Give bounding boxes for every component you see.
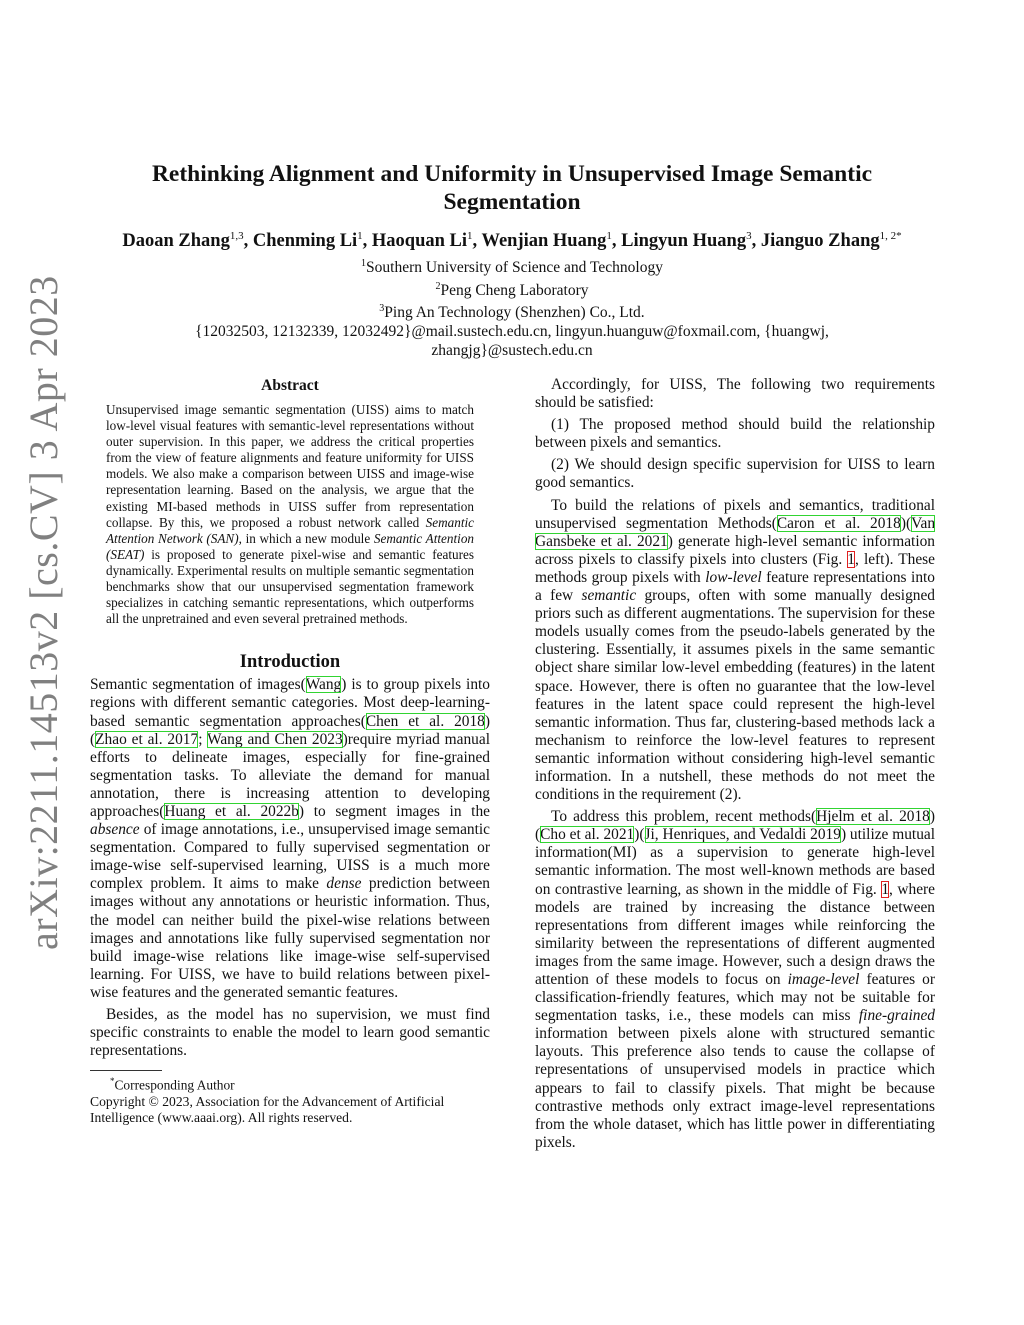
author: Haoquan Li$^1$, — [371, 230, 482, 252]
author: Lingyun Huang$^3$, — [621, 230, 761, 252]
requirement-1: (1) The proposed method should build the relationship between pixels and semantics. — [535, 416, 935, 452]
email-line: {12032503, 12132339, 12032492}@mail.sustech.edu.cn, lingyun.huanguw@foxmail.com, {huangwj, — [195, 323, 829, 341]
paragraph: Semantic segmentation of images(Wang) is to group pixels into regions with different semantic categories. Most deep-learning-based semantic segmentation approaches(Chen et al. 2018)(Zhao et al. 2017; Wang and Chen 2023)require myriad manual efforts to delineate images, especially for fine-grained segmentation tasks. To alleviate the demand for manual annotation, there is increasing attention to developing approaches(Huang et al. 2022b) to segment images in the absence of image annotations, i.e., unsupervised image semantic segmentation. Compared to fully supervised segmentation or image-wise self-supervised learning, UISS is a much more complex problem. It aims to make dense prediction between images without any annotations or heuristic information. Thus, the model can neither build the pixel-wise relations between images and annotations like fully supervised segmentation nor build image-wise relations like image-wise self-supervised learning. For UISS, we have to build relations between pixel-wise features and the generated semantic features. — [90, 676, 490, 1001]
introduction-heading: Introduction — [239, 652, 341, 673]
paper-header — [100, 160, 924, 360]
paper-title: Rethinking Alignment and Uniformity in Unsupervised Image Semantic Segmentation — [151, 161, 873, 215]
citation-link[interactable]: Hjelm et al. 2018 — [816, 808, 930, 826]
citation-link[interactable]: Caron et al. 2018 — [776, 514, 901, 532]
left-column — [90, 376, 490, 1126]
right-column — [535, 376, 935, 1156]
citation-link[interactable]: Huang et al. 2022b — [164, 802, 299, 820]
author: Daoan Zhang$^{1,3}$, — [122, 230, 253, 252]
author-list — [100, 225, 924, 253]
paragraph: To address this problem, recent methods(Hjelm et al. 2018)(Cho et al. 2021)(Ji, Henriques, and Vedaldi 2019) utilize mutual information(MI) as a supervision to generate high-level semantic information. The most well-known methods are based on contrastive learning, as shown in the middle of Fig. 1, where models are trained by increasing the distance between representations from different images while reinforcing the similarity between the representations of different augmented images from the same image. However, such a design draws the attention of these models to focus on image-level features or classification-friendly features, which may not be suitable for segmentation tasks, i.e., these models can miss fine-grained information between pixels alone with structured semantic layouts. This preference also tends to cause the collapse of representations of unsupervised models in practice which appears to fail to classify pixels. That might be because contrastive methods only extract image-level representations from the whole dataset, which has little power in differentiating pixels. — [535, 808, 936, 1151]
citation-link[interactable]: Van Gansbeke et al. 2021 — [535, 514, 936, 550]
paragraph: Besides, as the model has no supervision, we must find specific constraints to enable the model to learn good semantic representations. — [90, 1006, 490, 1060]
author: Wenjian Huang$^1$, — [481, 230, 622, 252]
citation-link[interactable]: Chen et al. 2018 — [365, 712, 485, 730]
requirement-2: (2) We should design specific supervision for UISS to learn good semantics. — [535, 456, 935, 492]
affiliation: $^2$Peng Cheng Laboratory — [435, 280, 589, 299]
affiliation: $^3$Ping An Technology (Shenzhen) Co., Ltd. — [379, 303, 645, 322]
citation-link[interactable]: Wang and Chen 2023 — [207, 730, 343, 748]
footnote: *Corresponding Author — [110, 1076, 235, 1093]
email-line: zhangjg}@sustech.edu.cn — [431, 341, 593, 359]
paragraph: Accordingly, for UISS, The following two requirements should be satisfied: — [535, 376, 935, 412]
author: Chenming Li$^1$, — [252, 230, 372, 252]
copyright-notice: Copyright © 2023, Association for the Advancement of Artificial Intelligence (www.aaai.org). All rights reserved. — [90, 1093, 445, 1125]
citation-link[interactable]: Ji, Henriques, and Vedaldi 2019 — [644, 826, 841, 844]
citation-link[interactable]: Cho et al. 2021 — [540, 826, 635, 844]
author: Jianguo Zhang$^{1, 2*}$ — [760, 230, 902, 252]
citation-link[interactable]: Wang — [305, 676, 342, 694]
abstract-body: Unsupervised image semantic segmentation (UISS) aims to match low-level visual features with semantic-level representations without outer supervision. In this paper, we address the critical properties from the view of feature alignments and feature uniformity for UISS models. We also make a comparison between UISS and image-wise representation learning. Based on the analysis, we argue that the existing MI-based methods in UISS suffer from representation collapse. By this, we proposed a robust network called Semantic Attention Network (SAN), in which a new module Semantic Attention (SEAT) is proposed to generate pixel-wise and semantic features dynamically. Experimental results on multiple semantic segmentation benchmarks show that our unsupervised segmentation framework specializes in catching semantic representations, which outperforms all the unpretrained and even several pretrained methods. — [106, 402, 475, 627]
figure-link[interactable]: 1 — [847, 550, 855, 568]
footnote-divider — [90, 1070, 162, 1071]
abstract-heading: Abstract — [261, 377, 319, 394]
paragraph: To build the relations of pixels and semantics, traditional unsupervised segmentation Methods(Caron et al. 2018)(Van Gansbeke et al. 2021) generate high-level semantic information across pixels to classify pixels into clusters (Fig. 1, left). These methods group pixels with low-level feature representations into a few semantic groups, often with some manually designed priors such as different augmentations. The supervision for these models usually comes from the pseudo-labels generated by the clustering. Essentially, it assumes pixels in the same semantic object share similar low-level embedding (features) in the latent space. However, there is often no guarantee that the low-level features in the latent space could represent the high-level semantic information. Thus far, clustering-based methods lack a mechanism to reinforce the low-level features to represent semantic information without considering high-level semantic information. In a nutshell, these methods do not meet the conditions in the requirement (2). — [535, 496, 936, 804]
citation-link[interactable]: Zhao et al. 2017 — [95, 730, 199, 748]
arxiv-identifier: arXiv:2211.14513v2 [cs.CV] 3 Apr 2023 — [21, 275, 66, 950]
affiliation: $^1$Southern University of Science and Technology — [361, 258, 663, 277]
figure-link[interactable]: 1 — [881, 880, 890, 898]
